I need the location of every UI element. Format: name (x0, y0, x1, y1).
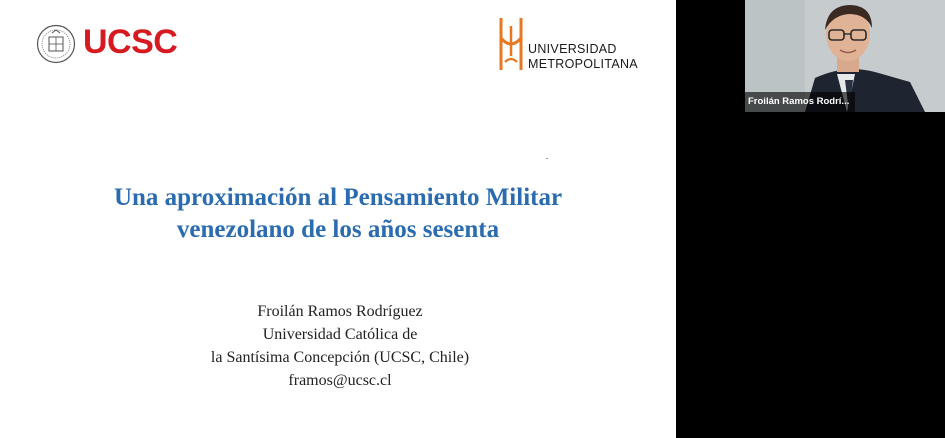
universidad-metropolitana-wordmark (528, 42, 638, 72)
participant-name-label: Froilán Ramos Rodrí... (745, 92, 855, 112)
universidad-metropolitana-emblem-icon (498, 16, 524, 72)
author-email: framos@ucsc.cl (288, 372, 392, 389)
um-line-1: UNIVERSIDAD (528, 42, 617, 56)
slide-title-line-2: venezolano de los años sesenta (176, 216, 500, 243)
ucsc-seal-icon (36, 24, 76, 64)
um-line-2: METROPOLITANA (528, 57, 638, 71)
author-block (140, 300, 540, 392)
author-affiliation-1: Universidad Católica de (262, 326, 418, 343)
author-affiliation-2: la Santísima Concepción (UCSC, Chile) (210, 349, 470, 366)
ucsc-logo-wordmark: UCSC (83, 23, 178, 61)
participant-video-tile[interactable] (745, 0, 945, 112)
author-name: Froilán Ramos Rodríguez (257, 303, 423, 320)
slide-speck (546, 158, 548, 159)
slide-title-line-1: Una aproximación al Pensamiento Militar (113, 184, 563, 211)
slide-title (40, 182, 636, 246)
